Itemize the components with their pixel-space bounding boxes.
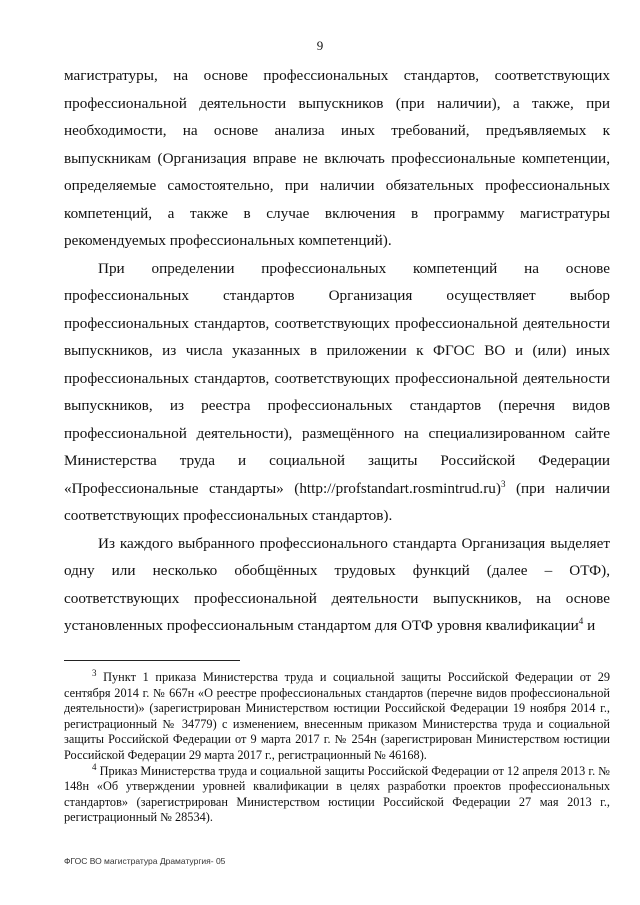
footnote-text: Пункт 1 приказа Министерства труда и социальной защиты Российской Федерации от 29 сентября 2014 г. № 667н «О реестре профессиональных стандартов (перечне видов профессиональной деятельности)» (зарегистрирован Министерством юстиции Российской Федерации 19 ноября 2014 г., регистрационный № 34779) с изменением, внесенным приказом Министерства труда и социальной защиты Российской Федерации от 9 марта 2017 г. № 254н (зарегистрирован Министерством юстиции Российской Федерации 29 марта 2017 г., регистрационный № 46168). bbox=[64, 670, 610, 762]
page-footer: ФГОС ВО магистратура Драматургия- 05 bbox=[64, 856, 226, 866]
paragraph-1: магистратуры, на основе профессиональных стандартов, соответствующих профессиональной деятельности выпускников (при наличии), а также, при необходимости, на основе анализа иных требований, предъявляемых к выпускникам (Организация вправе не включать профессиональные компетенции, определяемые самостоятельно, при наличии обязательных профессиональных компетенций, а также в случае включения в программу магистратуры рекомендуемых профессиональных компетенций). bbox=[64, 67, 610, 249]
footnote-4 bbox=[64, 761, 610, 826]
main-text bbox=[64, 62, 610, 640]
paragraph-2-tail: (при наличии соответствующих профессиональных стандартов). bbox=[64, 479, 611, 524]
footnote-number: 3 bbox=[92, 667, 97, 678]
paragraph-3-text: Из каждого выбранного профессионального стандарта Организация выделяет одну или несколько обобщённых трудовых функций (далее – ОТФ), соответствующих профессиональной деятельности выпускников, на основе установленных профессиональным стандартом для ОТФ уровня квалификации bbox=[64, 534, 610, 634]
page-number: 9 bbox=[316, 38, 324, 53]
paragraph-3 bbox=[64, 530, 610, 640]
footnote-separator bbox=[64, 660, 240, 661]
footnote-text: Приказ Министерства труда и социальной защиты Российской Федерации от 12 апреля 2013 г. № 148н «Об утверждении уровней квалификации в целях разработки проектов профессиональных стандартов» (зарегистрирован Министерством юстиции Российской Федерации 27 мая 2013 г., регистрационный № 28534). bbox=[64, 763, 610, 825]
paragraph-3-tail: и bbox=[583, 617, 596, 634]
footnote-number: 4 bbox=[92, 761, 97, 772]
paragraph-2-text: При определении профессиональных компетенций на основе профессиональных стандартов Организация осуществляет выбор профессиональных стандартов, соответствующих профессиональной деятельности выпускников, из числа указанных в приложении к ФГОС ВО и (или) иных профессиональных стандартов, соответствующих профессиональной деятельности выпускников, из реестра профессиональных стандартов (перечня видов профессиональной деятельности), размещённого на специализированном сайте Министерства труда и социальной защиты Российской Федерации «Профессиональные стандарты» (http://profstandart.rosmintrud.ru) bbox=[64, 259, 610, 497]
footnote-ref-4: 4 bbox=[578, 615, 584, 626]
footnotes bbox=[64, 667, 610, 826]
paragraph-2 bbox=[64, 255, 610, 530]
footnote-3 bbox=[64, 667, 610, 764]
footnote-ref-3: 3 bbox=[500, 478, 506, 489]
